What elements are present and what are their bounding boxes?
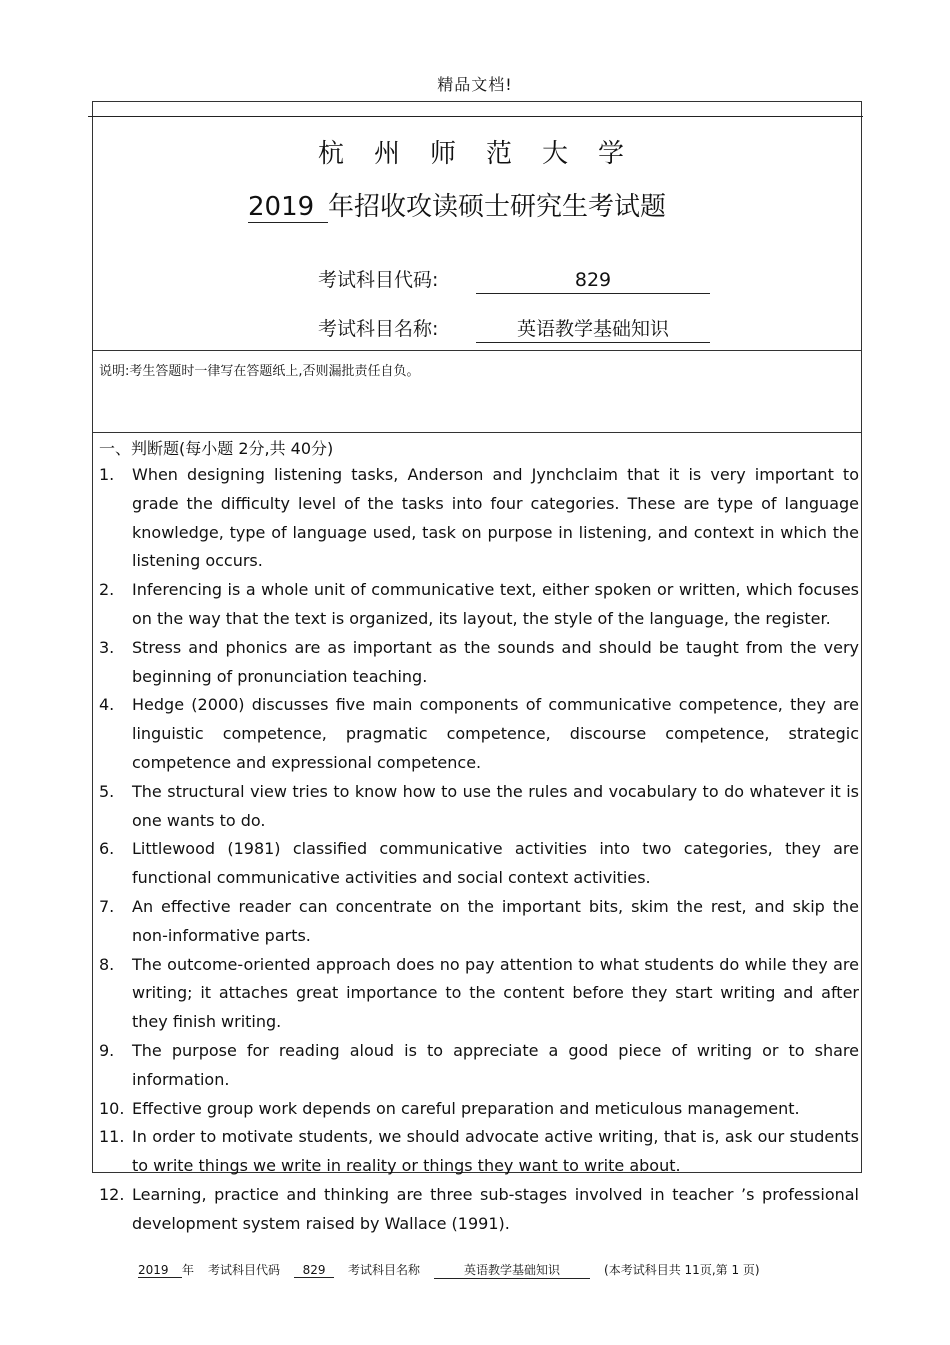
exam-title-suffix: 年招收攻读硕士研究生考试题 [328,192,667,222]
divider-header [92,350,862,351]
question-text: Stress and phonics are as important as the sounds and should be taught from the very beginning of pronunciation teaching. [132,637,859,686]
question-item [99,1095,859,1124]
question-number: 8. [99,954,115,974]
footer-name-value: 英语教学基础知识 [434,1261,590,1279]
question-text: The purpose for reading aloud is to appreciate a good piece of writing or to share information. [132,1040,859,1089]
question-item [99,1123,859,1181]
question-item [99,461,859,576]
question-number: 12. [99,1184,125,1204]
question-text: An effective reader can concentrate on the important bits, skim the rest, and skip the non-informative parts. [132,896,859,945]
question-item [99,893,859,951]
question-text: In order to motivate students, we should advocate active writing, that is, ask our students to write things we write in reality or things they want to write about. [132,1127,859,1176]
subject-code-value: 829 [476,269,710,294]
question-text: Hedge (2000) discusses five main components of communicative competence, they are linguistic competence, pragmatic competence, discourse competence, strategic competence and expressional competence. [132,695,859,772]
question-number: 5. [99,781,115,801]
question-item [99,691,859,777]
question-text: Effective group work depends on careful preparation and meticulous management. [132,1098,800,1118]
subject-code-label: 考试科目代码: [318,269,439,291]
question-number: 4. [99,695,115,715]
question-text: When designing listening tasks, Anderson and Jynchclaim that it is very important to grade the difficulty level of the tasks into four categories. These are type of language knowledge, type of language used, task on purpose in listening, and context in which the listening occurs. [132,465,859,571]
university-name: 杭州师范大学 [317,139,654,169]
question-item [99,1181,859,1239]
section-title: 一、判断题(每小题 2分,共 40分) [99,439,334,458]
question-text: The outcome-oriented approach does no pay attention to what students do while they are writing; it attaches great importance to the content before they start writing and after they finish writing. [132,954,859,1032]
subject-name-value: 英语教学基础知识 [476,318,710,343]
question-number: 2. [99,580,115,600]
question-item [99,576,859,634]
question-number: 7. [99,896,115,916]
question-number: 10. [99,1098,125,1118]
question-text: Littlewood (1981) classified communicative activities into two categories, they are functional communicative activities and social context activities. [132,839,859,888]
question-text: Inferencing is a whole unit of communicative text, either spoken or written, which focuses on the way that the text is organized, its layout, the style of the language, the register. [132,580,859,628]
question-number: 11. [99,1127,125,1147]
footer-code-value: 829 [294,1263,334,1278]
footer-page-info: (本考试科目共 11页,第 1 页) [604,1263,760,1277]
subject-code-row [318,265,710,294]
question-number: 9. [99,1040,115,1060]
footer-year-suffix: 年 [182,1263,195,1277]
question-item [99,1037,859,1095]
question-text: The structural view tries to know how to use the rules and vocabulary to do whatever it is one wants to do. [132,781,859,830]
footer-code-label: 考试科目代码 [208,1263,281,1277]
frame-top-rule [88,116,863,117]
exam-year: 2019 [248,193,328,223]
question-list [99,461,859,1239]
question-number: 6. [99,839,115,859]
question-item [99,951,859,1037]
question-number: 3. [99,637,115,657]
instructions-note: 说明:考生答题时一律写在答题纸上,否则漏批责任自负。 [99,364,420,379]
subject-name-row [318,314,710,343]
exam-title [248,186,666,223]
question-item [99,634,859,692]
watermark-text: 精品文档! [437,75,513,94]
page-footer [138,1261,760,1279]
question-text: Learning, practice and thinking are three sub-stages involved in teacher ’s professional development system raised by Wallace (1991). [132,1184,859,1233]
divider-note [92,432,862,433]
question-item [99,835,859,893]
subject-name-label: 考试科目名称: [318,318,439,340]
footer-year: 2019 [138,1263,182,1278]
question-number: 1. [99,465,115,484]
footer-name-label: 考试科目名称 [348,1263,421,1277]
question-item [99,778,859,836]
